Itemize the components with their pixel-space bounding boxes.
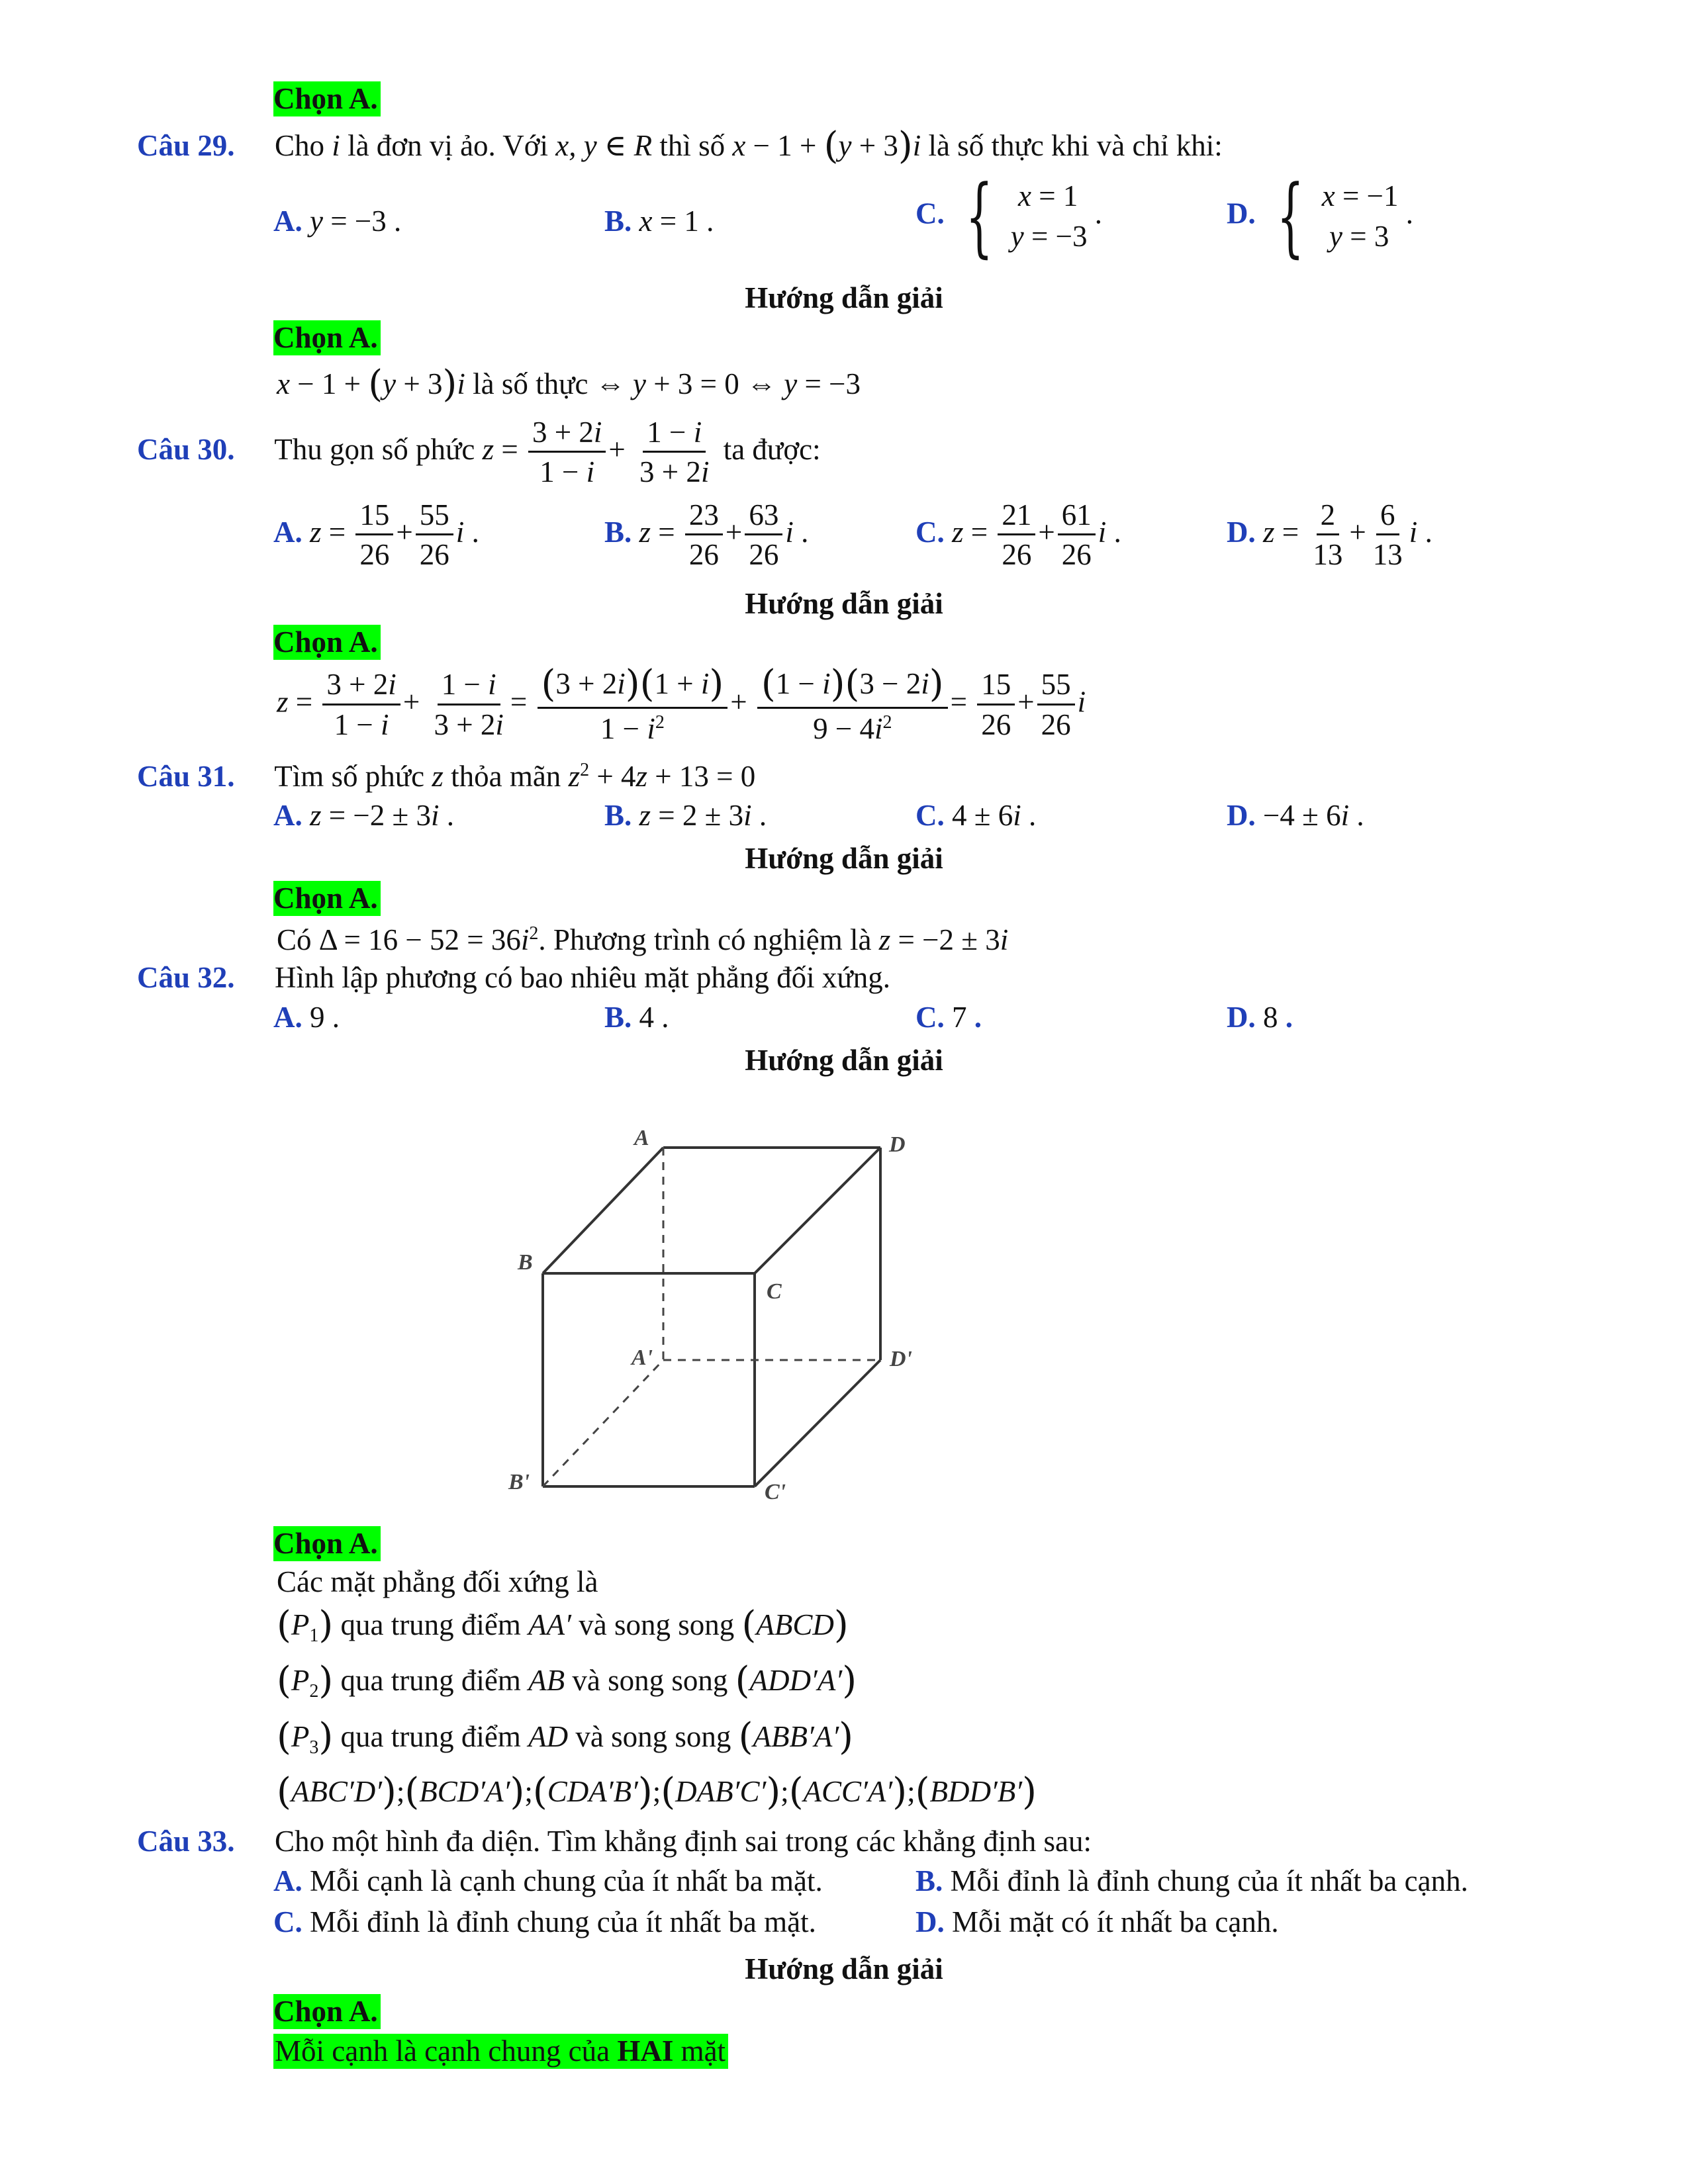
solution-heading: Hướng dẫn giải [745,587,943,620]
question-33: Câu 33. Cho một hình đa diện. Tìm khẳng định sai trong các khẳng định sau: [137,1825,1092,1858]
q29-solution: x − 1 + (y + 3)i là số thực ⇔ y + 3 = 0 ⇔ y = −3 [277,363,861,406]
vertex-label-a1: A' [632,1345,653,1370]
q31-solution: Có $\Delta = 16 - 52 = 36i^2$. Phương trình có nghiệm là z = −2 ± 3i [277,923,1009,956]
q29-option-b[interactable]: B. x = 1 . [604,205,714,238]
choice-highlight: Chọn A. [273,1526,381,1561]
question-32: Câu 32. Hình lập phương có bao nhiêu mặt phẳng đối xứng. [137,961,890,994]
q32-solution-diagonal-planes: (ABC′D′);(BCD′A′);(CDA′B′);(DAB′C′);(ACC′A′);(BDD′B′) [277,1770,1037,1813]
q30-option-a[interactable]: A. z = $\frac{15}{26}$ + $\frac{55}{26}$ i . [273,498,479,572]
q30-option-d[interactable]: D. z = $\frac{2}{13}$ + $\frac{6}{13}$ i . [1227,498,1432,572]
vertex-label-d: D [889,1132,906,1157]
question-label: Câu 33. [137,1825,235,1858]
choice-highlight: Chọn A. [273,81,381,116]
solution-heading: Hướng dẫn giải [745,842,943,875]
q32-solution-p3: $(P_3)$ qua trung điểm AD và song song (ABB′A′) [277,1715,854,1758]
q32-option-a[interactable]: A. 9 . [273,1001,340,1034]
solution-heading: Hướng dẫn giải [745,281,943,314]
vertex-label-b1: B' [508,1470,530,1494]
q32-solution-intro: Các mặt phẳng đối xứng là [277,1565,598,1598]
question-label: Câu 32. [137,961,235,994]
vertex-label-c: C [767,1279,782,1304]
choice-highlight: Chọn A. [273,881,381,916]
q33-option-c[interactable]: C. Mỗi đỉnh là đỉnh chung của ít nhất ba mặt. [273,1905,816,1938]
q29-option-c[interactable]: C. { x = 1 y = −3 . [915,166,1102,267]
q30-option-c[interactable]: C. z = $\frac{21}{26}$ + $\frac{61}{26}$ i . [915,498,1121,572]
q30-solution: z = $\frac{3 + 2i}{1 - i}$ + $\frac{1 - i}{3 + 2i}$ = $\frac{(3 + 2i)(1 + i)}{1 - i^2}$ + $\frac{(1 - i)(3 - 2i)}{9 - 4i^2}$ = $\frac{15}{26}$ + $\frac{55}{26}$ i [277,662,1086,745]
vertex-label-c1: C' [765,1480,786,1504]
q32-option-d[interactable]: D. 8 . [1227,1001,1293,1034]
vertex-label-b: B [518,1250,533,1275]
question-30: Câu 30. Thu gọn số phức z = $\frac{3 + 2i}{1 - i}$ + $\frac{1 - i}{3 + 2i}$ ta được: [137,416,821,489]
q31-option-b[interactable]: B. z = 2 ± 3i . [604,799,767,832]
question-29: Câu 29. Cho i là đơn vị ảo. Với x, y ∈ R thì số x − 1 + (y + 3)i là số thực khi và chỉ khi: [137,124,1223,167]
q31-option-d[interactable]: D. −4 ± 6i . [1227,799,1364,832]
q32-option-b[interactable]: B. 4 . [604,1001,669,1034]
q32-solution-p1: $(P_1)$ qua trung điểm AA′ và song song (ABCD) [277,1604,849,1647]
cube-figure [490,1118,940,1516]
question-label: Câu 30. [137,433,235,467]
q29-option-d[interactable]: D. { x = −1 y = 3 . [1227,166,1413,267]
q33-option-b[interactable]: B. Mỗi đỉnh là đỉnh chung của ít nhất ba cạnh. [915,1864,1468,1897]
q32-option-c[interactable]: C. 7 . [915,1001,982,1034]
solution-heading: Hướng dẫn giải [745,1952,943,1985]
q31-option-c[interactable]: C. 4 ± 6i . [915,799,1037,832]
q30-option-b[interactable]: B. z = $\frac{23}{26}$ + $\frac{63}{26}$ i . [604,498,809,572]
vertex-label-d1: D' [890,1347,912,1371]
solution-heading: Hướng dẫn giải [745,1044,943,1077]
q33-option-d[interactable]: D. Mỗi mặt có ít nhất ba cạnh. [915,1905,1279,1938]
q29-option-a[interactable]: A. y = −3 . [273,205,402,238]
question-label: Câu 29. [137,129,235,162]
choice-highlight: Chọn A. [273,625,381,660]
q33-option-a[interactable]: A. Mỗi cạnh là cạnh chung của ít nhất ba mặt. [273,1864,823,1897]
choice-highlight: Chọn A. [273,1994,381,2029]
vertex-label-a: A [634,1126,649,1150]
q32-solution-p2: $(P_2)$ qua trung điểm AB và song song (ADD′A′) [277,1659,857,1702]
choice-highlight: Chọn A. [273,320,381,355]
q33-solution: Mỗi cạnh là cạnh chung của HAI mặt [273,2036,728,2066]
question-label: Câu 31. [137,760,235,793]
q31-option-a[interactable]: A. z = −2 ± 3i . [273,799,454,832]
question-31: Câu 31. Tìm số phức z thỏa mãn $z^2 + 4z + 13 = 0$ [137,760,756,793]
